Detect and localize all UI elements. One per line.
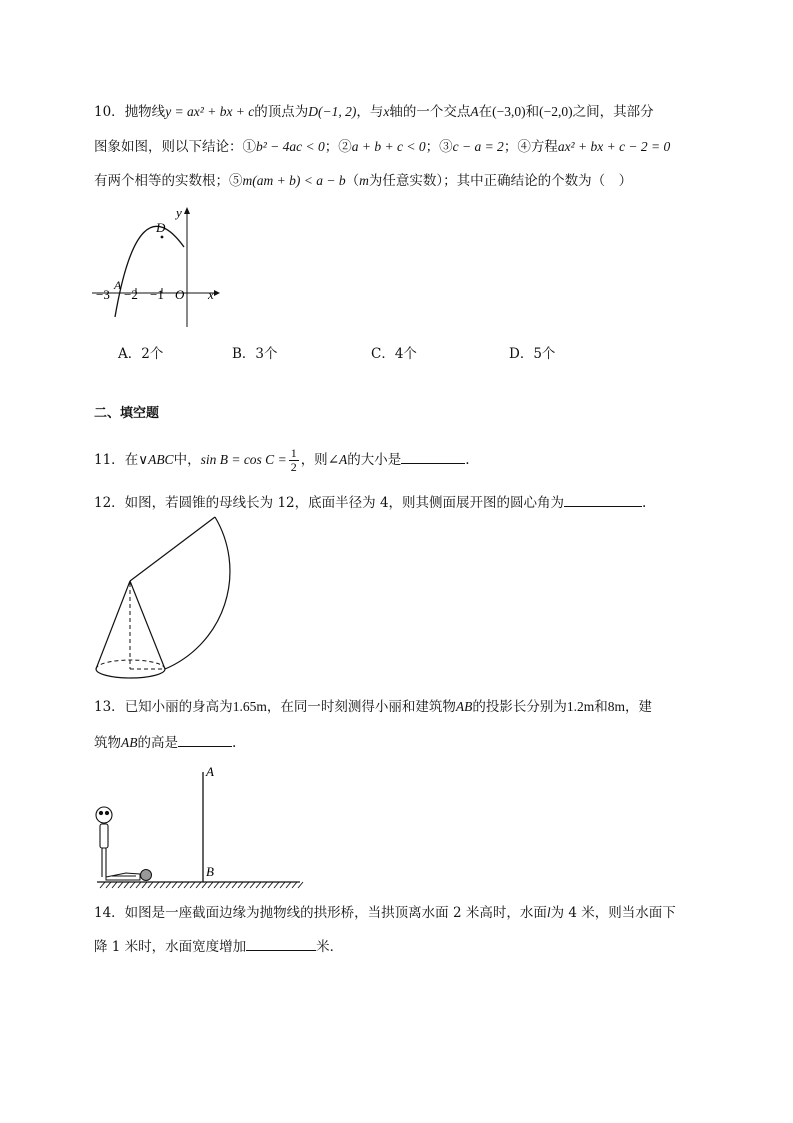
point-d-label: D <box>156 220 166 235</box>
q11-triangle: ∨ABC <box>138 452 174 467</box>
cone-slant-left <box>96 581 130 669</box>
y-axis-label: y <box>176 205 182 220</box>
q10-option-a[interactable]: A．2个 <box>118 346 164 362</box>
q13-shadow-figure <box>92 762 307 892</box>
label-b: B <box>206 864 214 879</box>
point-d <box>161 236 164 239</box>
q14-answer-blank[interactable] <box>246 936 316 951</box>
y-axis-arrow-icon <box>184 207 190 214</box>
q12-line: 12．如图，若圆锥的母线长为 12，底面半径为 4，则其侧面展开图的圆心角为 . <box>94 492 646 512</box>
q11-answer-blank[interactable] <box>401 449 465 464</box>
q10-option-c[interactable]: C．4个 <box>371 346 417 362</box>
section-fill-in-title: 二、填空题 <box>94 406 160 421</box>
cone-slant-right <box>130 581 165 669</box>
x-axis-label: x <box>208 287 214 302</box>
tick-label-minus-1: −1 <box>150 287 164 302</box>
q10-conclusion-1: b² − 4ac < 0 <box>256 139 325 154</box>
ground-line <box>97 882 303 888</box>
q12-answer-blank[interactable] <box>564 492 642 507</box>
q14-line-2: 降 1 米时，水面宽度增加 米． <box>94 936 343 956</box>
q10-line-2: 图象如图，则以下结论：①b² − 4ac < 0；②a + b + c < 0；③c − a = 2；④方程ax² + bx + c − 2 = 0 <box>94 139 671 155</box>
parabola-curve <box>115 226 184 317</box>
girl-figure-icon <box>96 807 112 877</box>
q10-conclusion-3: c − a = 2 <box>452 139 504 154</box>
tick-label-minus-2: −2 <box>124 287 138 302</box>
tick-label-minus-3: −3 <box>96 287 110 302</box>
q11-line: 11．在∨ABC中，sin B = cos C = $\frac{1}{2}$ ，则∠A的大小是 . <box>94 446 470 474</box>
q10-option-d[interactable]: D．5个 <box>509 346 556 362</box>
q10-parabola-graph <box>90 205 220 335</box>
q10-line-3: 有两个相等的实数根；⑤m(am + b) < a − b（m为任意实数）；其中正确结论的个数为（ ） <box>94 173 633 189</box>
q14-line-1: 14．如图是一座截面边缘为抛物线的拱形桥，当拱顶离水面 2 米高时，水面l为 4 米，则当水面下 <box>94 905 676 921</box>
q10-conclusion-2: a + b + c < 0 <box>351 139 426 154</box>
girl-shadow-icon <box>106 870 152 881</box>
q10-equation: y = ax² + bx + c <box>165 104 255 119</box>
sector-arc <box>165 517 230 669</box>
q13-line-2: 筑物AB的高是 . <box>94 732 236 752</box>
q10-conclusion-5: m(am + b) < a − b <box>242 173 346 188</box>
sector-edge <box>130 517 215 581</box>
q10-option-b[interactable]: B．3个 <box>232 346 278 362</box>
label-a: A <box>206 764 214 779</box>
q13-line-1: 13．已知小丽的身高为1.65m，在同一时刻测得小丽和建筑物AB的投影长分别为1.2m和8m，建 <box>94 699 652 715</box>
x-axis-arrow-icon <box>214 290 220 296</box>
q11-fraction: $\frac{1}{2}$ <box>290 446 297 474</box>
q12-cone-figure <box>90 508 250 678</box>
q10-vertex: D(−1, 2) <box>308 104 357 119</box>
q13-answer-blank[interactable] <box>178 732 232 747</box>
q10-conclusion-4: ax² + bx + c − 2 = 0 <box>557 139 671 154</box>
q10-number: 10． <box>94 104 125 120</box>
cone-base-front <box>96 669 165 678</box>
origin-label: O <box>175 287 185 302</box>
q11-equation: sin B = cos C = <box>200 452 287 467</box>
q10-line-1: 10．抛物线y = ax² + bx + c的顶点为D(−1, 2)，与x轴的一个交点A在(−3,0)和(−2,0)之间，其部分 <box>94 104 654 120</box>
point-a-label: A <box>114 278 122 292</box>
